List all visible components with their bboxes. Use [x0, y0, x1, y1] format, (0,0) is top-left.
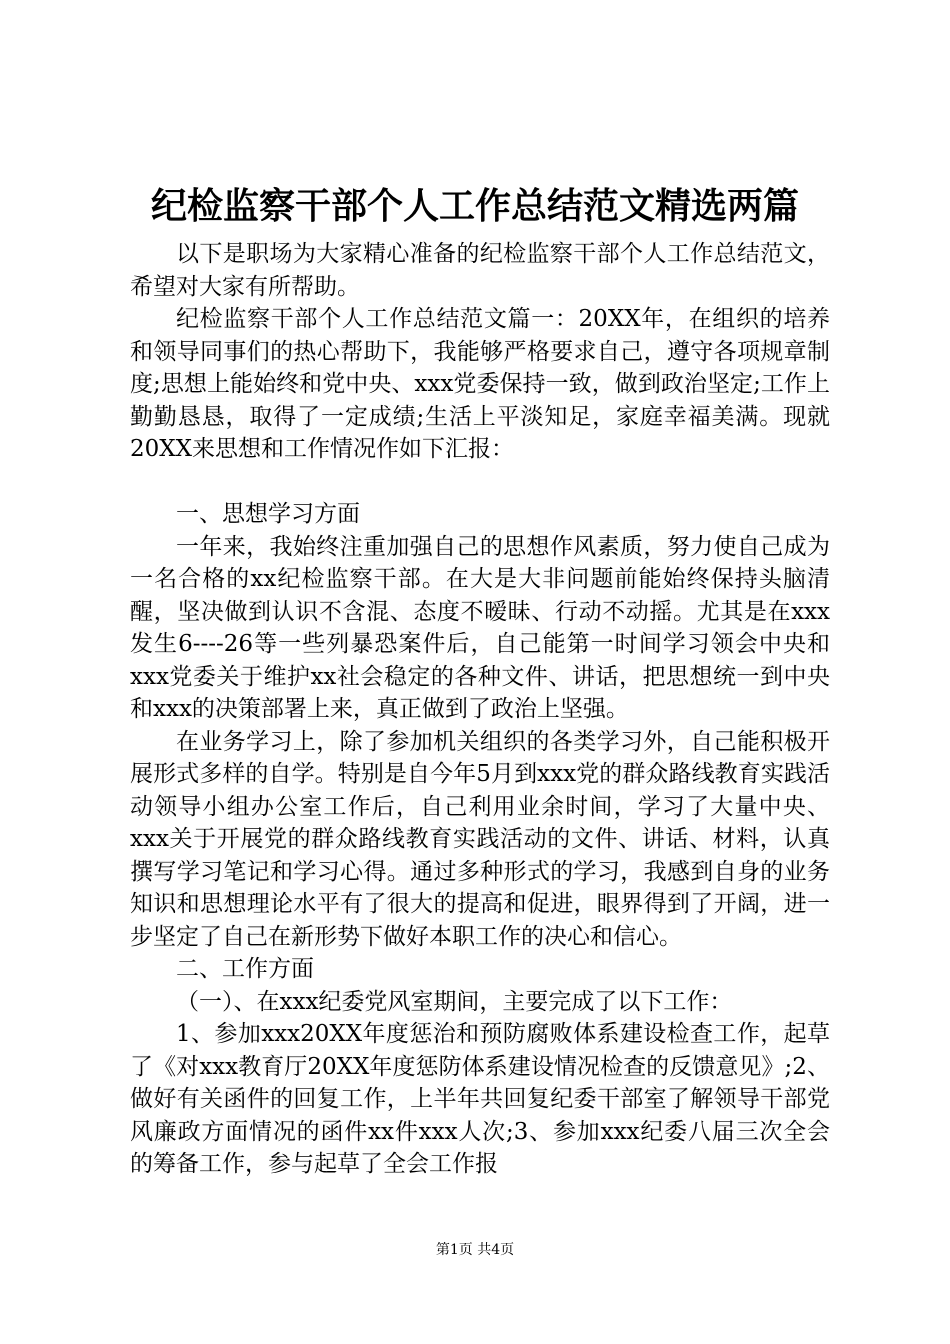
document-title: 纪检监察干部个人工作总结范文精选两篇 [150, 185, 799, 227]
document-body [130, 238, 830, 1181]
subsection-heading: （一）、在xxx纪委党风室期间，主要完成了以下工作： [176, 988, 733, 1015]
body-paragraph: 在业务学习上，除了参加机关组织的各类学习外，自己能积极开展形式多样的自学。特别是自今年5月到xxx党的群众路线教育实践活动领导小组办公室工作后，自己利用业余时间，学习了大量中央、xxx关于开展党的群众路线教育实践活动的文件、讲话、材料，认真撰写学习笔记和学习心得。通过多种形式的学习，我感到自身的业务知识和思想理论水平有了很大的提高和促进，眼界得到了开阔，进一步坚定了自己在新形势下做好本职工作的决心和信心。 [130, 728, 830, 950]
section-heading: 二、工作方面 [176, 956, 314, 982]
paragraph-gap [130, 466, 830, 499]
section-heading: 一、思想学习方面 [176, 501, 360, 527]
intro-paragraph: 以下是职场为大家精心准备的纪检监察干部个人工作总结范文，希望对大家有所帮助。 [130, 241, 830, 300]
body-paragraph: 纪检监察干部个人工作总结范文篇一：20XX年，在组织的培养和领导同事们的热心帮助下，我能够严格要求自己，遵守各项规章制度;思想上能始终和党中央、xxx党委保持一致，做到政治坚定;工作上勤勤恳恳，取得了一定成绩;生活上平淡知足，家庭幸福美满。现就20XX来思想和工作情况作如下汇报： [130, 306, 830, 462]
body-paragraph: 一年来，我始终注重加强自己的思想作风素质，努力使自己成为一名合格的xx纪检监察干部。在大是大非问题前能始终保持头脑清醒，坚决做到认识不含混、态度不暧昧、行动不动摇。尤其是在xxx发生6----26等一些列暴恐案件后，自己能第一时间学习领会中央和xxx党委关于维护xx社会稳定的各种文件、讲话，把思想统一到中央和xxx的决策部署上来，真正做到了政治上坚强。 [130, 533, 830, 722]
page-footer: 第1页 共4页 [435, 1242, 515, 1258]
body-paragraph: 1、参加xxx20XX年度惩治和预防腐败体系建设检查工作，起草了《对xxx教育厅20XX年度惩防体系建设情况检查的反馈意见》;2、做好有关函件的回复工作，上半年共回复纪委干部室了解领导干部党风廉政方面情况的函件xx件xxx人次;3、参加xxx纪委八届三次全会的筹备工作，参与起草了全会工作报 [130, 1021, 830, 1177]
